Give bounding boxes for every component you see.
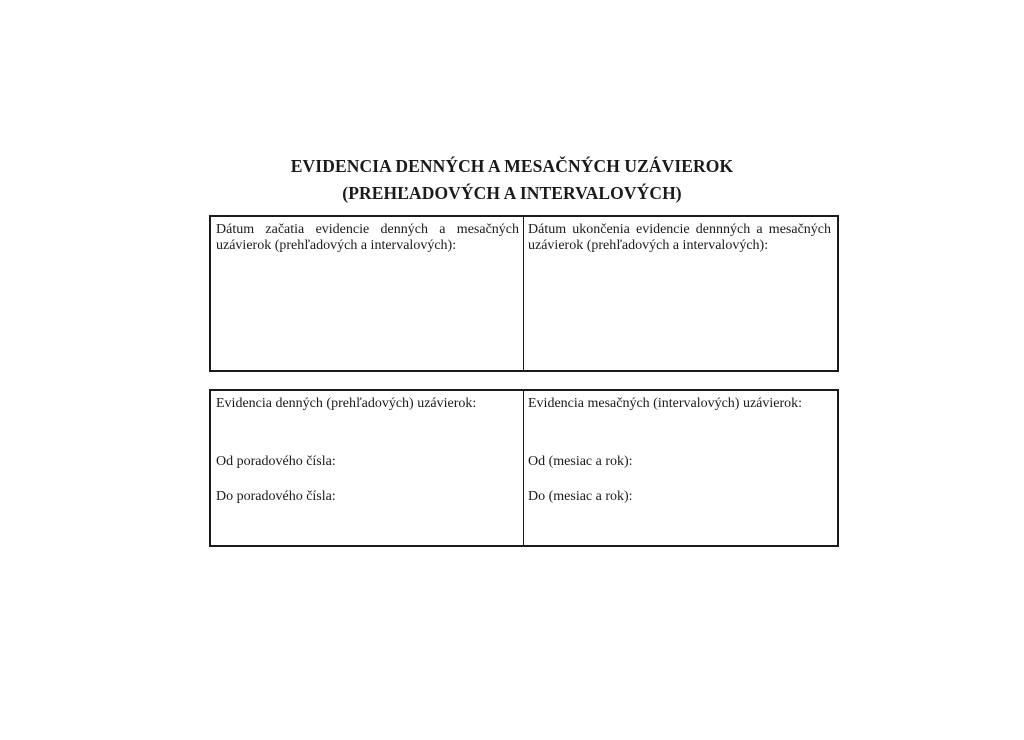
monthly-records-cell [524,391,837,545]
start-date-label: Dátum začatia evidencie denných a mesačných uzávierok (prehľadových a intervalových): [216,222,519,253]
end-date-cell [524,217,837,370]
document-subtitle: (PREHĽADOVÝCH A INTERVALOVÝCH) [342,183,682,203]
start-date-cell [211,217,524,370]
monthly-from-label: Od (mesiac a rok): [528,454,633,469]
monthly-to-label: Do (mesiac a rok): [528,489,633,504]
daily-to-label: Do poradového čísla: [216,489,336,504]
end-date-label: Dátum ukončenia evidencie dennných a mesačných uzávierok (prehľadových a intervalových): [528,222,831,253]
daily-records-cell [211,391,524,545]
document-title: EVIDENCIA DENNÝCH A MESAČNÝCH UZÁVIEROK [290,156,734,176]
records-table [209,389,839,547]
daily-records-heading: Evidencia denných (prehľadových) uzávierok: [216,396,477,411]
daily-from-label: Od poradového čísla: [216,454,336,469]
dates-table [209,215,839,372]
monthly-records-heading: Evidencia mesačných (intervalových) uzávierok: [528,396,803,411]
